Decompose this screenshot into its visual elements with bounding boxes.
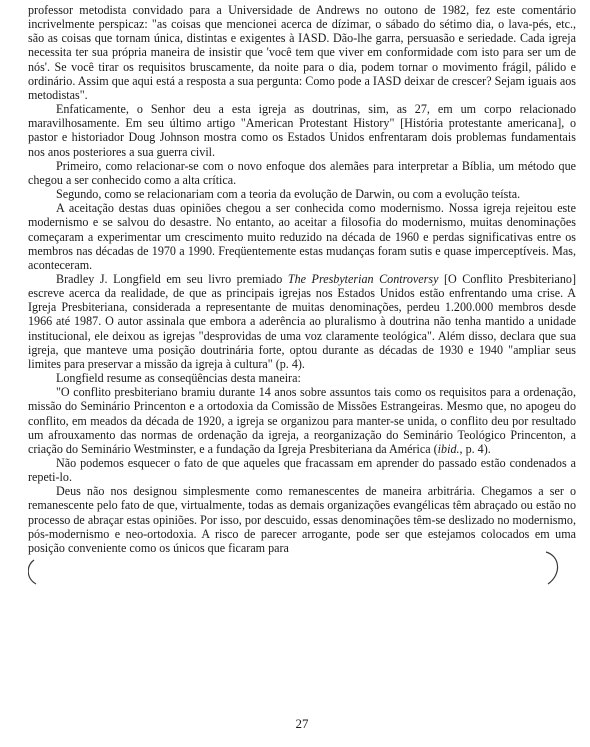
paragraph-6-after: [O Conflito Presbiteriano] escreve acerca da realidade, de que as principais igrejas nos Estados Unidos estão enfrentando uma crise. A Igreja Presbiteriana, considerada a representante de muitas denominações, perdeu 1.200.000 membros desde 1966 até 1987. O autor assinala que embora a aderência ao pluralismo à doutrina não tenha mantido a unidade institucional, ele deixou as igrejas "desprovidas de uma voz claramente teológica". Além disso, declara que sua igreja, que manteve uma posição doutrinária forte, optou durante as décadas de 1930 e 1940 "ampliar seus limites para preservar a missão da igreja à cultura" (p. 4).: [28, 271, 576, 371]
right-pencil-bracket: [546, 552, 558, 584]
paragraph-10: Deus não nos designou simplesmente como remanescentes de maneira arbitrária. Chegamos a ser o remanescente pelo fato de que, virtualmente, todas as demais organizações evangélicas têm abraçado ou estão no processo de abraçar estas opiniões. Por isso, por descuido, essas denominações têm-se deslizado no modernismo, pós-modernismo e neo-ortodoxia. A risco de parecer arrogante, pode ser que estejamos colocados em uma posição conveniente como os únicos que ficaram para: [28, 484, 576, 555]
left-pencil-bracket: [28, 560, 36, 584]
paragraph-2: Enfaticamente, o Senhor deu a esta igreja as doutrinas, sim, as 27, em um corpo relacionado maravilhosamente. Em seu último artigo "American Protestant History" [História protestante americana], o pastor e historiador Doug Johnson mostra como os Estados Unidos enfrentaram dois problemas fundamentais nos anos posteriores a sua guerra civil.: [28, 102, 576, 159]
quote-before: "O conflito presbiteriano bramiu durante 14 anos sobre assuntos tais como os requisitos para a ordenação, missão do Seminário Princenton e a ortodoxia da Comissão de Missões Estrangeiras. Mesmo que, no apogeu do conflito, em meados da década de 1920, a igreja se organizou para manter-se unida, o conflito deu por resultado um afrouxamento das normas de ordenação da igreja, a reorganização do Seminário Teológico Princenton, a criação do Seminário Westminster, e a fundação da Igreja Presbiteriana da América (: [28, 385, 576, 456]
block-quote: [28, 385, 576, 456]
paragraph-3: Primeiro, como relacionar-se com o novo enfoque dos alemães para interpretar a Bíblia, um método que chegou a ser conhecido como a alta crítica.: [28, 158, 576, 187]
paragraph-6-before: Bradley J. Longfield em seu livro premiado: [56, 271, 288, 286]
highlighted-sentence: Não podemos esquecer o fato de que aqueles que fracassam em aprender do passado estão condenados a repeti-lo.: [28, 456, 576, 485]
paragraph-4: Segundo, como se relacionariam com a teoria da evolução de Darwin, ou com a evolução teísta.: [56, 187, 521, 202]
book-title: The Presbyterian Controversy: [287, 271, 439, 286]
document-page: [28, 0, 576, 747]
paragraph-1: professor metodista convidado para a Universidade de Andrews no outono de 1982, fez este comentário incrivelmente perspicaz: "as coisas que mencionei acerca de dízimar, o sábado do sétimo dia, o lava-pés, etc., são as coisas que tornam única, distintas e exigentes à IASD. Dão-lhe garra, persuasão e seriedade. Cada igreja necessita ter sua própria maneira de insistir que 'você tem que viver em conformidade com isto para ser um de nós'. Se você tirar os requisitos bruscamente, da noite para o dia, podem tornar o movimento frágil, pálido e ordinário. Assim que aqui está a resposta a sua pergunta: Como pode a IASD deixar de crescer? Sejam iguais aos metodistas".: [28, 3, 576, 102]
quote-after: , p. 4).: [459, 441, 491, 456]
page-number: 27: [295, 716, 309, 731]
paragraph-7: Longfield resume as conseqüências desta maneira:: [56, 371, 301, 386]
body-text: [28, 3, 576, 555]
paragraph-6: [28, 272, 576, 371]
ibid-citation: ibid.: [437, 441, 460, 456]
paragraph-5: A aceitação destas duas opiniões chegou a ser conhecida como modernismo. Nossa igreja rejeitou este modernismo e se salvou do desastre. No entanto, ao aceitar a filosofia do modernismo, muitas denominações começaram a experimentar um crescimento muito reduzido na década de 1960 e perdas significativas entre os membros nas décadas de 1970 a 1990. Freqüentemente estas mudanças foram sutis e quase imperceptíveis. Mas, aconteceram.: [28, 201, 576, 272]
